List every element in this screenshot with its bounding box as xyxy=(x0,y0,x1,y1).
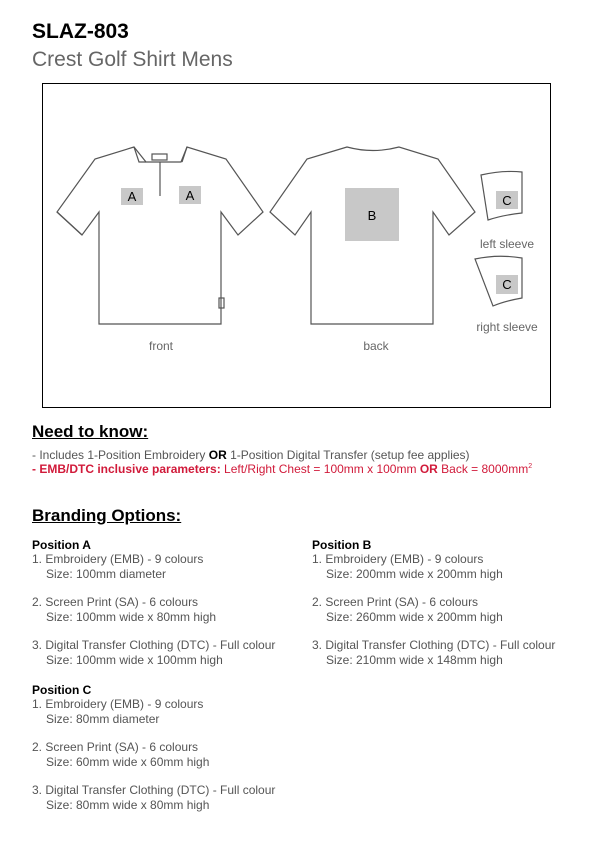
position-title: Position C xyxy=(32,683,92,697)
left-sleeve-label: left sleeve xyxy=(479,237,535,251)
zone-boxes xyxy=(121,186,518,294)
option-item: 3. Digital Transfer Clothing (DTC) - Full colour Size: 210mm wide x 148mm high xyxy=(312,638,556,667)
option-item: 2. Screen Print (SA) - 6 colours Size: 60mm wide x 60mm high xyxy=(32,740,210,769)
option-item: 1. Embroidery (EMB) - 9 colours Size: 80mm diameter xyxy=(32,697,204,726)
option-item: 1. Embroidery (EMB) - 9 colours Size: 200mm wide x 200mm high xyxy=(312,552,503,581)
option-item: 3. Digital Transfer Clothing (DTC) - Full colour Size: 80mm wide x 80mm high xyxy=(32,783,276,812)
product-code: SLAZ-803 xyxy=(32,20,129,43)
option-item: 3. Digital Transfer Clothing (DTC) - Full colour Size: 100mm wide x 100mm high xyxy=(32,638,276,667)
front-label: front xyxy=(148,339,174,353)
zone-a-label-right: A xyxy=(185,188,195,203)
need-to-know-heading: Need to know: xyxy=(32,422,149,441)
option-item: 2. Screen Print (SA) - 6 colours Size: 100mm wide x 80mm high xyxy=(32,595,217,624)
zone-c-label-left: C xyxy=(502,193,512,208)
zone-b-label: B xyxy=(367,208,377,223)
back-label: back xyxy=(363,339,389,353)
position-c-block xyxy=(32,683,275,812)
position-a-block xyxy=(32,538,275,667)
garment-drawing xyxy=(43,84,552,409)
product-title: Crest Golf Shirt Mens xyxy=(32,48,233,71)
right-sleeve-label: right sleeve xyxy=(476,320,538,334)
position-title: Position B xyxy=(312,538,372,552)
position-b-block xyxy=(312,538,555,667)
need-to-know-line-2: - EMB/DTC inclusive parameters: Left/Right Chest = 100mm x 100mm OR Back = $8000mm^2$ xyxy=(32,462,533,476)
zone-c-label-right: C xyxy=(502,277,512,292)
position-title: Position A xyxy=(32,538,91,552)
garment-diagram xyxy=(42,83,551,408)
branding-options-heading: Branding Options: xyxy=(32,506,182,525)
need-to-know-line-1: - Includes 1-Position Embroidery OR 1-Position Digital Transfer (setup fee applies) xyxy=(32,448,470,462)
zone-a-label-left: A xyxy=(127,189,137,204)
option-item: 2. Screen Print (SA) - 6 colours Size: 260mm wide x 200mm high xyxy=(312,595,503,624)
option-item: 1. Embroidery (EMB) - 9 colours Size: 100mm diameter xyxy=(32,552,204,581)
